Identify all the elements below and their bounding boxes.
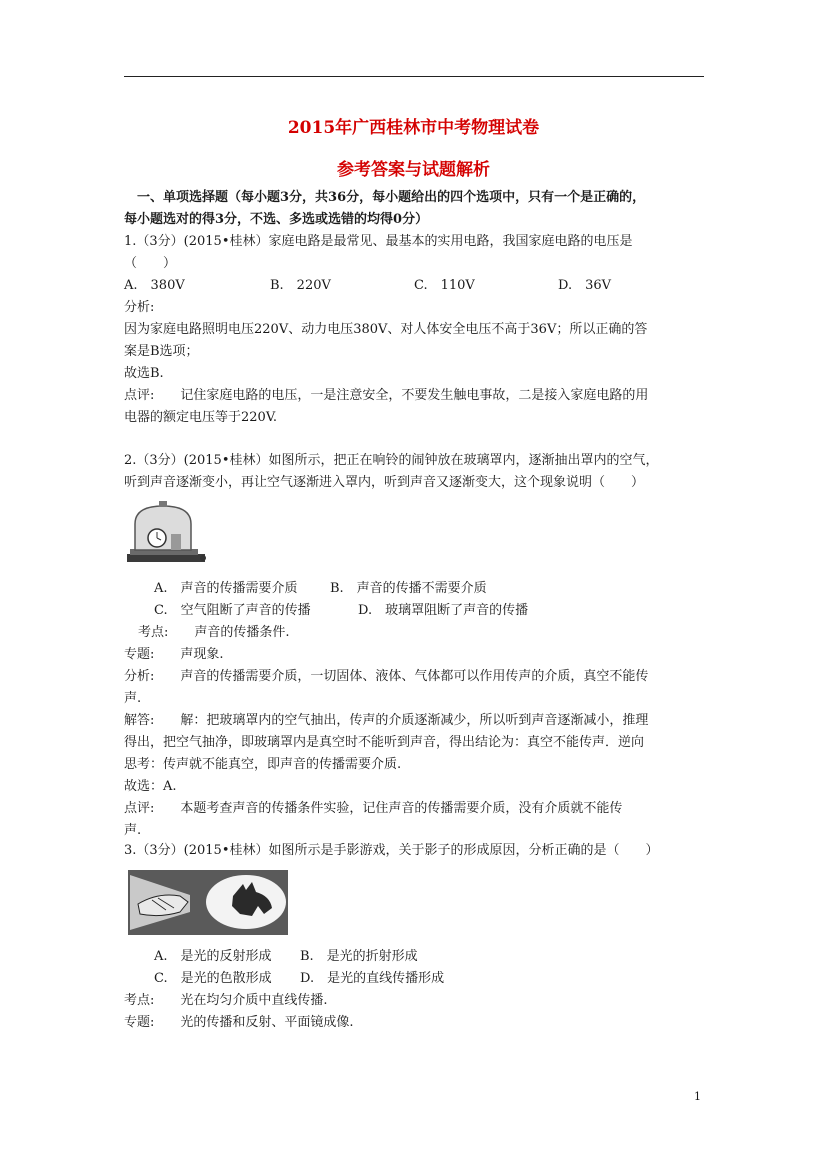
q1-option-b: B. 220V <box>270 278 331 293</box>
q3-option-a: A. 是光的反射形成 <box>154 949 272 964</box>
q2-jieda-line2: 得出，把空气抽净，即玻璃罩内是真空时不能听到声音，得出结论为：真空不能传声．逆向 <box>124 735 645 750</box>
q1-option-d: D. 36V <box>558 278 612 293</box>
q3-stem: 3.（3分）(2015•桂林）如图所示是手影游戏，关于影子的形成原因，分析正确的是（ ） <box>124 843 659 858</box>
q1-analysis-line2: 案是B选项； <box>124 344 199 359</box>
page-subtitle: 参考答案与试题解析 <box>337 160 490 180</box>
q2-stem-line1: 2.（3分）(2015•桂林）如图所示，把正在响铃的闹钟放在玻璃罩内，逐渐抽出罩内的空气， <box>124 453 659 468</box>
q1-stem-line1: 1.（3分）(2015•桂林）家庭电路是最常见、最基本的实用电路，我国家庭电路的电压是 <box>124 234 633 249</box>
q1-analysis-line1: 因为家庭电路照明电压220V、动力电压380V、对人体安全电压不高于36V；所以正确的答 <box>124 322 648 337</box>
section-heading-line1: 一、单项选择题（每小题3分，共36分，每小题给出的四个选项中，只有一个是正确的， <box>137 190 646 205</box>
q2-option-b: B. 声音的传播不需要介质 <box>330 581 487 596</box>
page-number: 1 <box>694 1090 701 1103</box>
q3-option-c: C. 是光的色散形成 <box>154 971 272 986</box>
q2-stem-line2: 听到声音逐渐变小，再让空气逐渐进入罩内，听到声音又逐渐变大，这个现象说明（ ） <box>124 475 645 490</box>
q2-kaodian: 考点: 声音的传播条件. <box>138 625 290 640</box>
q1-analysis-label: 分析: <box>124 300 155 315</box>
q2-option-a: A. 声音的传播需要介质 <box>154 581 298 596</box>
section-heading-line2: 每小题选对的得3分，不选、多选或选错的均得0分） <box>124 212 429 227</box>
q2-option-c: C. 空气阻断了声音的传播 <box>154 603 311 618</box>
hand-shadow-icon <box>128 870 288 935</box>
q2-jieda-line1: 解答: 解：把玻璃罩内的空气抽出，传声的介质逐渐减少，所以听到声音逐渐减小，推理 <box>124 713 649 728</box>
q2-answer: 故选：A. <box>124 779 177 794</box>
header-rule <box>124 76 704 77</box>
q1-answer: 故选B. <box>124 366 164 381</box>
q1-stem-line2: （ ） <box>124 256 177 271</box>
q2-fenxi-line2: 声. <box>124 691 142 706</box>
q3-zhuanti: 专题: 光的传播和反射、平面镜成像. <box>124 1015 354 1030</box>
q3-kaodian: 考点: 光在均匀介质中直线传播. <box>124 993 328 1008</box>
q1-comment-line2: 电器的额定电压等于220V. <box>124 410 278 425</box>
q3-option-d: D. 是光的直线传播形成 <box>300 971 445 986</box>
page-title: 2015年广西桂林市中考物理试卷 <box>287 118 540 138</box>
q3-option-b: B. 是光的折射形成 <box>300 949 418 964</box>
q1-comment-line1: 点评: 记住家庭电路的电压，一是注意安全，不要发生触电事故，二是接入家庭电路的用 <box>124 388 649 403</box>
q2-comment-line1: 点评: 本题考查声音的传播条件实验，记住声音的传播需要介质，没有介质就不能传 <box>124 801 623 816</box>
q2-zhuanti: 专题: 声现象. <box>124 647 224 662</box>
q2-comment-line2: 声. <box>124 823 142 838</box>
q2-jieda-line3: 思考：传声就不能真空，即声音的传播需要介质. <box>124 757 402 772</box>
q2-fenxi-line1: 分析: 声音的传播需要介质，一切固体、液体、气体都可以作用传声的介质，真空不能传 <box>124 669 649 684</box>
q1-option-a: A. 380V <box>124 278 185 293</box>
bell-jar-icon <box>127 500 207 568</box>
q2-option-d: D. 玻璃罩阻断了声音的传播 <box>358 603 529 618</box>
q1-option-c: C. 110V <box>414 278 475 293</box>
